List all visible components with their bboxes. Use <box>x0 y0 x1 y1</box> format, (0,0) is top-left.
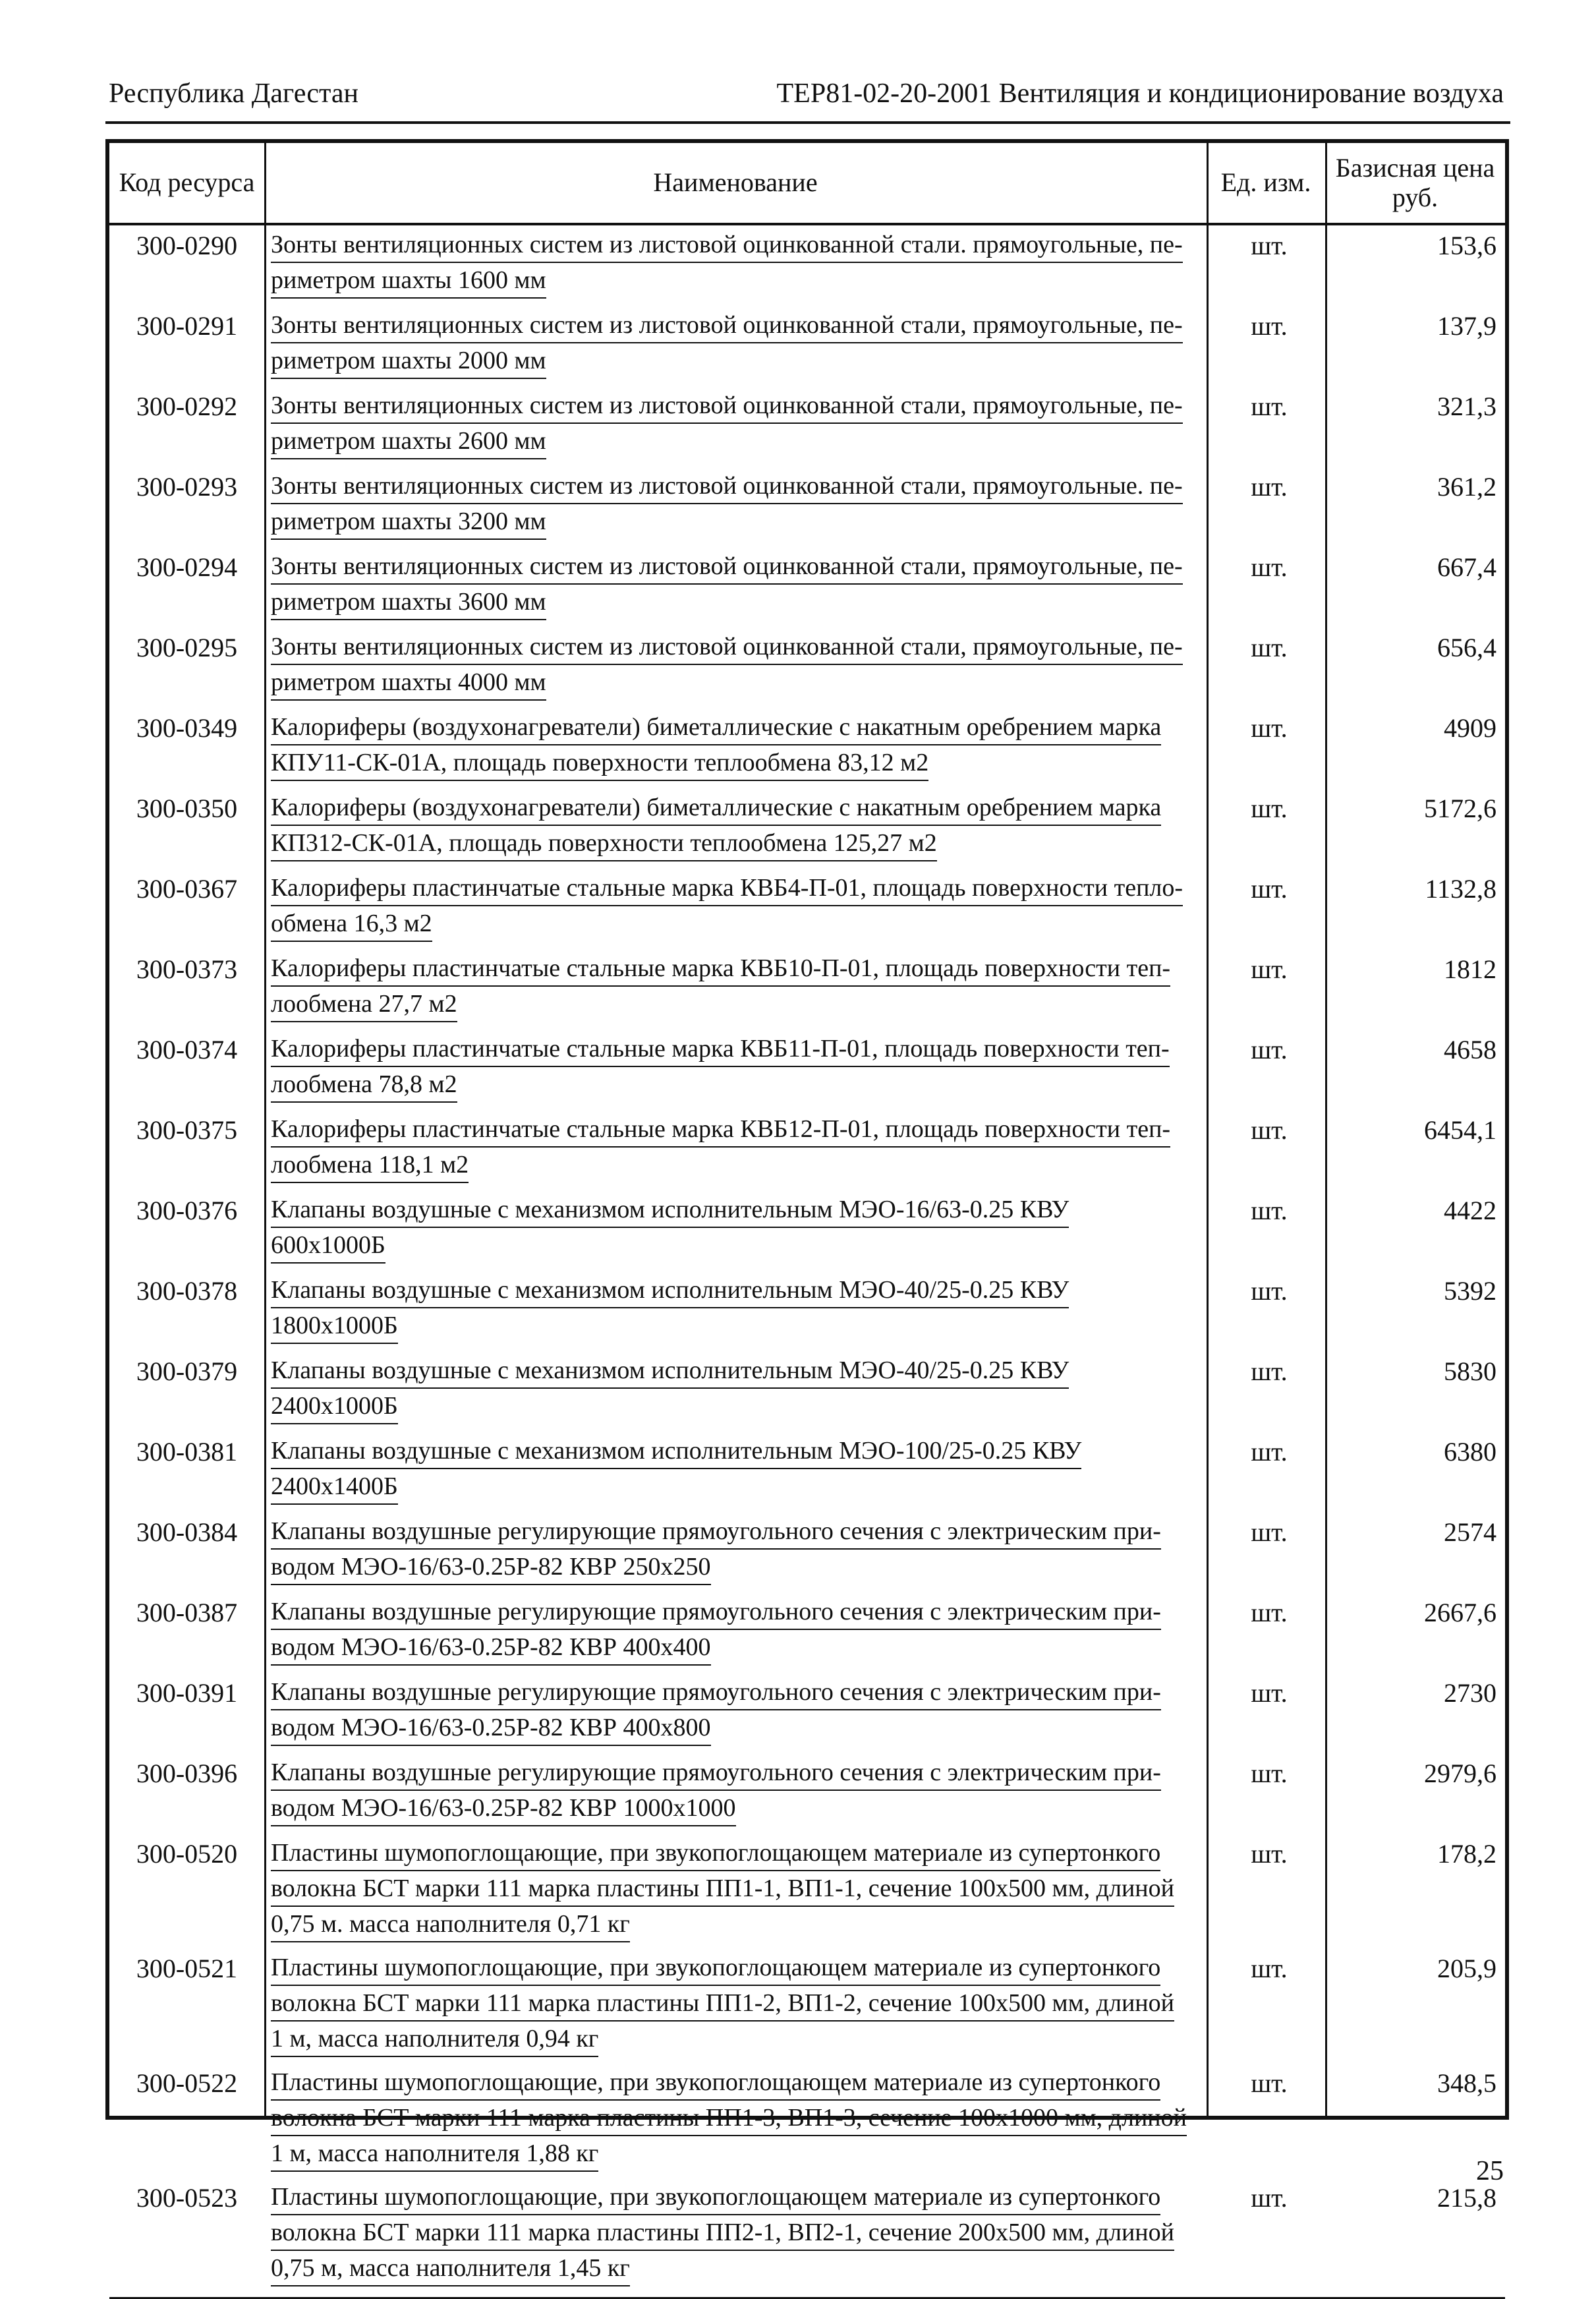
resource-name <box>271 1032 1319 1103</box>
resource-name-line: Пластины шумопоглощающие, при звукопоглощающем материале из супертонкого <box>271 2065 1160 2101</box>
unit-of-measure: шт. <box>1251 2183 1288 2213</box>
unit-of-measure: шт. <box>1251 1678 1288 1708</box>
resource-name-line: водом МЭО-16/63-0.25Р-82 КВР 1000х1000 <box>271 1791 736 1826</box>
column-header-price-line1: Базисная цена <box>1335 152 1495 183</box>
resource-code: 300-0374 <box>136 1035 238 1064</box>
resource-code: 300-0520 <box>136 1839 238 1869</box>
resource-name-line: риметром шахты 3600 мм <box>271 585 546 620</box>
resource-name-line: 1 м, масса наполнителя 1,88 кг <box>271 2136 598 2172</box>
base-price: 215,8 <box>1437 2183 1496 2213</box>
resource-name-line: Клапаны воздушные с механизмом исполнительным МЭО-40/25-0.25 КВУ <box>271 1353 1069 1389</box>
resource-name-line: Зонты вентиляционных систем из листовой оцинкованной стали, прямоугольные, пе- <box>271 549 1183 585</box>
table-row <box>109 788 1505 868</box>
unit-of-measure: шт. <box>1251 1437 1288 1467</box>
table-row <box>109 1029 1505 1109</box>
base-price: 656,4 <box>1437 633 1496 662</box>
table-row <box>109 1833 1505 1948</box>
resource-name-line: Калориферы пластинчатые стальные марка КВБ12-П-01, площадь поверхности теп- <box>271 1112 1170 1148</box>
resource-name-line: лообмена 118,1 м2 <box>271 1148 469 1183</box>
resource-name <box>271 2065 1319 2172</box>
unit-of-measure: шт. <box>1251 2068 1288 2098</box>
resource-name-line: 2400х1400Б <box>271 1469 398 1505</box>
base-price: 205,9 <box>1437 1954 1496 1983</box>
base-price: 6454,1 <box>1424 1115 1496 1145</box>
table-row <box>109 2062 1505 2177</box>
price-table <box>105 139 1509 2282</box>
table-row <box>109 948 1505 1029</box>
resource-name-line: лообмена 78,8 м2 <box>271 1067 457 1103</box>
header-document-title: ТЕР81-02-20-2001 Вентиляция и кондиционирование воздуха <box>776 78 1504 109</box>
resource-name <box>271 2180 1319 2286</box>
resource-name-line: Зонты вентиляционных систем из листовой оцинкованной стали, прямоугольные. пе- <box>271 469 1183 504</box>
resource-code: 300-0522 <box>136 2068 238 2098</box>
table-row <box>109 1109 1505 1190</box>
resource-name <box>271 1594 1319 1666</box>
header-region: Республика Дагестан <box>109 78 359 109</box>
resource-name-line: волокна БСТ марки 111 марка пластины ПП1-1, ВП1-1, сечение 100х500 мм, длиной <box>271 1871 1174 1907</box>
base-price: 4909 <box>1444 713 1496 743</box>
base-price: 2730 <box>1444 1678 1496 1708</box>
unit-of-measure: шт. <box>1251 1115 1288 1145</box>
resource-name-line: 0,75 м, масса наполнителя 1,45 кг <box>271 2251 630 2286</box>
unit-of-measure: шт. <box>1251 1839 1288 1869</box>
resource-code: 300-0375 <box>136 1115 238 1145</box>
base-price: 4658 <box>1444 1035 1496 1064</box>
table-row <box>109 305 1505 386</box>
resource-code: 300-0349 <box>136 713 238 743</box>
table-row <box>109 1431 1505 1511</box>
unit-of-measure: шт. <box>1251 1035 1288 1064</box>
resource-name-line: Клапаны воздушные регулирующие прямоугольного сечения с электрическим при- <box>271 1675 1161 1710</box>
resource-name-line: Калориферы пластинчатые стальные марка КВБ11-П-01, площадь поверхности теп- <box>271 1032 1170 1067</box>
resource-name-line: Клапаны воздушные с механизмом исполнительным МЭО-16/63-0.25 КВУ <box>271 1192 1069 1228</box>
resource-name-line: Зонты вентиляционных систем из листовой оцинкованной стали. прямоугольные, пе- <box>271 227 1183 263</box>
table-row <box>109 1270 1505 1351</box>
unit-of-measure: шт. <box>1251 1276 1288 1306</box>
resource-code: 300-0521 <box>136 1954 238 1983</box>
base-price: 6380 <box>1444 1437 1496 1467</box>
unit-of-measure: шт. <box>1251 1517 1288 1547</box>
resource-code: 300-0384 <box>136 1517 238 1547</box>
resource-code: 300-0293 <box>136 472 238 502</box>
resource-name-line: 2400х1000Б <box>271 1389 398 1424</box>
resource-name-line: риметром шахты 2600 мм <box>271 424 546 459</box>
unit-of-measure: шт. <box>1251 794 1288 823</box>
resource-name <box>271 1755 1319 1826</box>
base-price: 321,3 <box>1437 392 1496 421</box>
resource-name <box>271 871 1319 942</box>
resource-name-line: Калориферы пластинчатые стальные марка КВБ4-П-01, площадь поверхности тепло- <box>271 871 1183 906</box>
table-row <box>109 1351 1505 1431</box>
resource-name <box>271 1353 1319 1424</box>
base-price: 153,6 <box>1437 231 1496 260</box>
resource-name-line: лообмена 27,7 м2 <box>271 987 457 1022</box>
resource-name-line: Зонты вентиляционных систем из листовой оцинкованной стали, прямоугольные, пе- <box>271 308 1183 343</box>
header-rule <box>105 121 1510 124</box>
unit-of-measure: шт. <box>1251 1196 1288 1225</box>
column-header-price <box>1325 143 1505 223</box>
table-row <box>109 546 1505 627</box>
resource-name <box>271 1836 1319 1942</box>
resource-code: 300-0290 <box>136 231 238 260</box>
unit-of-measure: шт. <box>1251 1759 1288 1788</box>
resource-name-line: Пластины шумопоглощающие, при звукопоглощающем материале из супертонкого <box>271 1836 1160 1871</box>
unit-of-measure: шт. <box>1251 1954 1288 1983</box>
unit-of-measure: шт. <box>1251 633 1288 662</box>
resource-code: 300-0378 <box>136 1276 238 1306</box>
column-header-code: Код ресурса <box>119 167 255 198</box>
unit-of-measure: шт. <box>1251 954 1288 984</box>
resource-code: 300-0396 <box>136 1759 238 1788</box>
base-price: 5830 <box>1444 1356 1496 1386</box>
resource-name-line: риметром шахты 3200 мм <box>271 504 546 540</box>
resource-name-line: Клапаны воздушные регулирующие прямоугольного сечения с электрическим при- <box>271 1755 1161 1791</box>
resource-name-line: Калориферы (воздухонагреватели) биметаллические с накатным оребрением марка <box>271 710 1161 745</box>
resource-code: 300-0367 <box>136 874 238 904</box>
resource-name-line: волокна БСТ марки 111 марка пластины ПП1-2, ВП1-2, сечение 100х500 мм, длиной <box>271 1986 1174 2022</box>
resource-name <box>271 1192 1319 1264</box>
resource-name <box>271 1950 1319 2057</box>
unit-of-measure: шт. <box>1251 392 1288 421</box>
resource-code: 300-0291 <box>136 311 238 341</box>
table-row <box>109 466 1505 546</box>
unit-of-measure: шт. <box>1251 552 1288 582</box>
base-price: 5392 <box>1444 1276 1496 1306</box>
base-price: 348,5 <box>1437 2068 1496 2098</box>
base-price: 1132,8 <box>1425 874 1496 904</box>
resource-name <box>271 951 1319 1022</box>
column-header-price-line2: руб. <box>1392 182 1439 212</box>
base-price: 2667,6 <box>1424 1598 1496 1627</box>
unit-of-measure: шт. <box>1251 311 1288 341</box>
base-price: 2574 <box>1444 1517 1496 1547</box>
resource-name-line: 1 м, масса наполнителя 0,94 кг <box>271 2022 598 2057</box>
resource-name-line: водом МЭО-16/63-0.25Р-82 КВР 400х800 <box>271 1710 711 1746</box>
table-row <box>109 1672 1505 1753</box>
base-price: 178,2 <box>1437 1839 1496 1869</box>
resource-code: 300-0391 <box>136 1678 238 1708</box>
base-price: 361,2 <box>1437 472 1496 502</box>
resource-code: 300-0373 <box>136 954 238 984</box>
resource-name-line: Клапаны воздушные регулирующие прямоугольного сечения с электрическим при- <box>271 1514 1161 1550</box>
resource-code: 300-0295 <box>136 633 238 662</box>
table-row <box>109 2177 1505 2292</box>
unit-of-measure: шт. <box>1251 713 1288 743</box>
resource-name-line: волокна БСТ марки 111 марка пластины ПП1-3, ВП1-3, сечение 100х1000 мм, длиной <box>271 2101 1187 2136</box>
base-price: 4422 <box>1444 1196 1496 1225</box>
table-row <box>109 707 1505 788</box>
unit-of-measure: шт. <box>1251 472 1288 502</box>
resource-name <box>271 308 1319 379</box>
resource-name-line: водом МЭО-16/63-0.25Р-82 КВР 250х250 <box>271 1550 711 1585</box>
base-price: 137,9 <box>1437 311 1496 341</box>
resource-code: 300-0523 <box>136 2183 238 2213</box>
unit-of-measure: шт. <box>1251 874 1288 904</box>
unit-of-measure: шт. <box>1251 1356 1288 1386</box>
table-row <box>109 1511 1505 1592</box>
resource-code: 300-0294 <box>136 552 238 582</box>
resource-name-line: Зонты вентиляционных систем из листовой оцинкованной стали, прямоугольные, пе- <box>271 629 1183 665</box>
resource-name <box>271 1273 1319 1344</box>
resource-name-line: Зонты вентиляционных систем из листовой оцинкованной стали, прямоугольные, пе- <box>271 388 1183 424</box>
resource-code: 300-0292 <box>136 392 238 421</box>
resource-name <box>271 549 1319 620</box>
resource-name <box>271 469 1319 540</box>
resource-name <box>271 710 1319 781</box>
table-row <box>109 1753 1505 1833</box>
resource-code: 300-0350 <box>136 794 238 823</box>
resource-name-line: Клапаны воздушные регулирующие прямоугольного сечения с электрическим при- <box>271 1594 1161 1630</box>
resource-name <box>271 1112 1319 1183</box>
column-header-unit: Ед. изм. <box>1220 167 1311 198</box>
resource-name-line: 600х1000Б <box>271 1228 385 1264</box>
resource-code: 300-0381 <box>136 1437 238 1467</box>
base-price: 667,4 <box>1437 552 1496 582</box>
resource-name-line: волокна БСТ марки 111 марка пластины ПП2-1, ВП2-1, сечение 200х500 мм, длиной <box>271 2215 1174 2251</box>
resource-name-line: риметром шахты 2000 мм <box>271 343 546 379</box>
table-row <box>109 386 1505 466</box>
resource-code: 300-0379 <box>136 1356 238 1386</box>
resource-name-line: Калориферы пластинчатые стальные марка КВБ10-П-01, площадь поверхности теп- <box>271 951 1170 987</box>
resource-name <box>271 388 1319 459</box>
resource-name <box>271 227 1319 299</box>
resource-name-line: 0,75 м. масса наполнителя 0,71 кг <box>271 1907 630 1942</box>
resource-name-line: Пластины шумопоглощающие, при звукопоглощающем материале из супертонкого <box>271 1950 1160 1986</box>
column-header-name: Наименование <box>653 167 818 198</box>
table-row <box>109 627 1505 707</box>
unit-of-measure: шт. <box>1251 231 1288 260</box>
resource-name-line: Клапаны воздушные с механизмом исполнительным МЭО-100/25-0.25 КВУ <box>271 1434 1081 1469</box>
table-row <box>109 1948 1505 2062</box>
resource-name-line: риметром шахты 4000 мм <box>271 665 546 701</box>
table-row <box>109 868 1505 948</box>
table-row <box>109 1190 1505 1270</box>
resource-name-line: Пластины шумопоглощающие, при звукопоглощающем материале из супертонкого <box>271 2180 1160 2215</box>
resource-name <box>271 1675 1319 1746</box>
resource-name <box>271 1514 1319 1585</box>
base-price: 5172,6 <box>1424 794 1496 823</box>
base-price: 2979,6 <box>1424 1759 1496 1788</box>
table-row <box>109 225 1505 305</box>
resource-name-line: риметром шахты 1600 мм <box>271 263 546 299</box>
resource-name <box>271 629 1319 701</box>
resource-name-line: КПУ11-СК-01А, площадь поверхности теплообмена 83,12 м2 <box>271 745 928 781</box>
unit-of-measure: шт. <box>1251 1598 1288 1627</box>
resource-name-line: 1800х1000Б <box>271 1308 398 1344</box>
resource-name <box>271 1434 1319 1505</box>
table-row <box>109 1592 1505 1672</box>
resource-name <box>271 790 1319 861</box>
resource-name-line: обмена 16,3 м2 <box>271 906 432 942</box>
resource-name-line: Калориферы (воздухонагреватели) биметаллические с накатным оребрением марка <box>271 790 1161 826</box>
resource-name-line: водом МЭО-16/63-0.25Р-82 КВР 400х400 <box>271 1630 711 1666</box>
base-price: 1812 <box>1444 954 1496 984</box>
resource-code: 300-0387 <box>136 1598 238 1627</box>
resource-name-line: Клапаны воздушные с механизмом исполнительным МЭО-40/25-0.25 КВУ <box>271 1273 1069 1308</box>
resource-name-line: КП312-СК-01А, площадь поверхности теплообмена 125,27 м2 <box>271 826 937 861</box>
resource-code: 300-0376 <box>136 1196 238 1225</box>
page-number: 25 <box>1476 2156 1504 2186</box>
